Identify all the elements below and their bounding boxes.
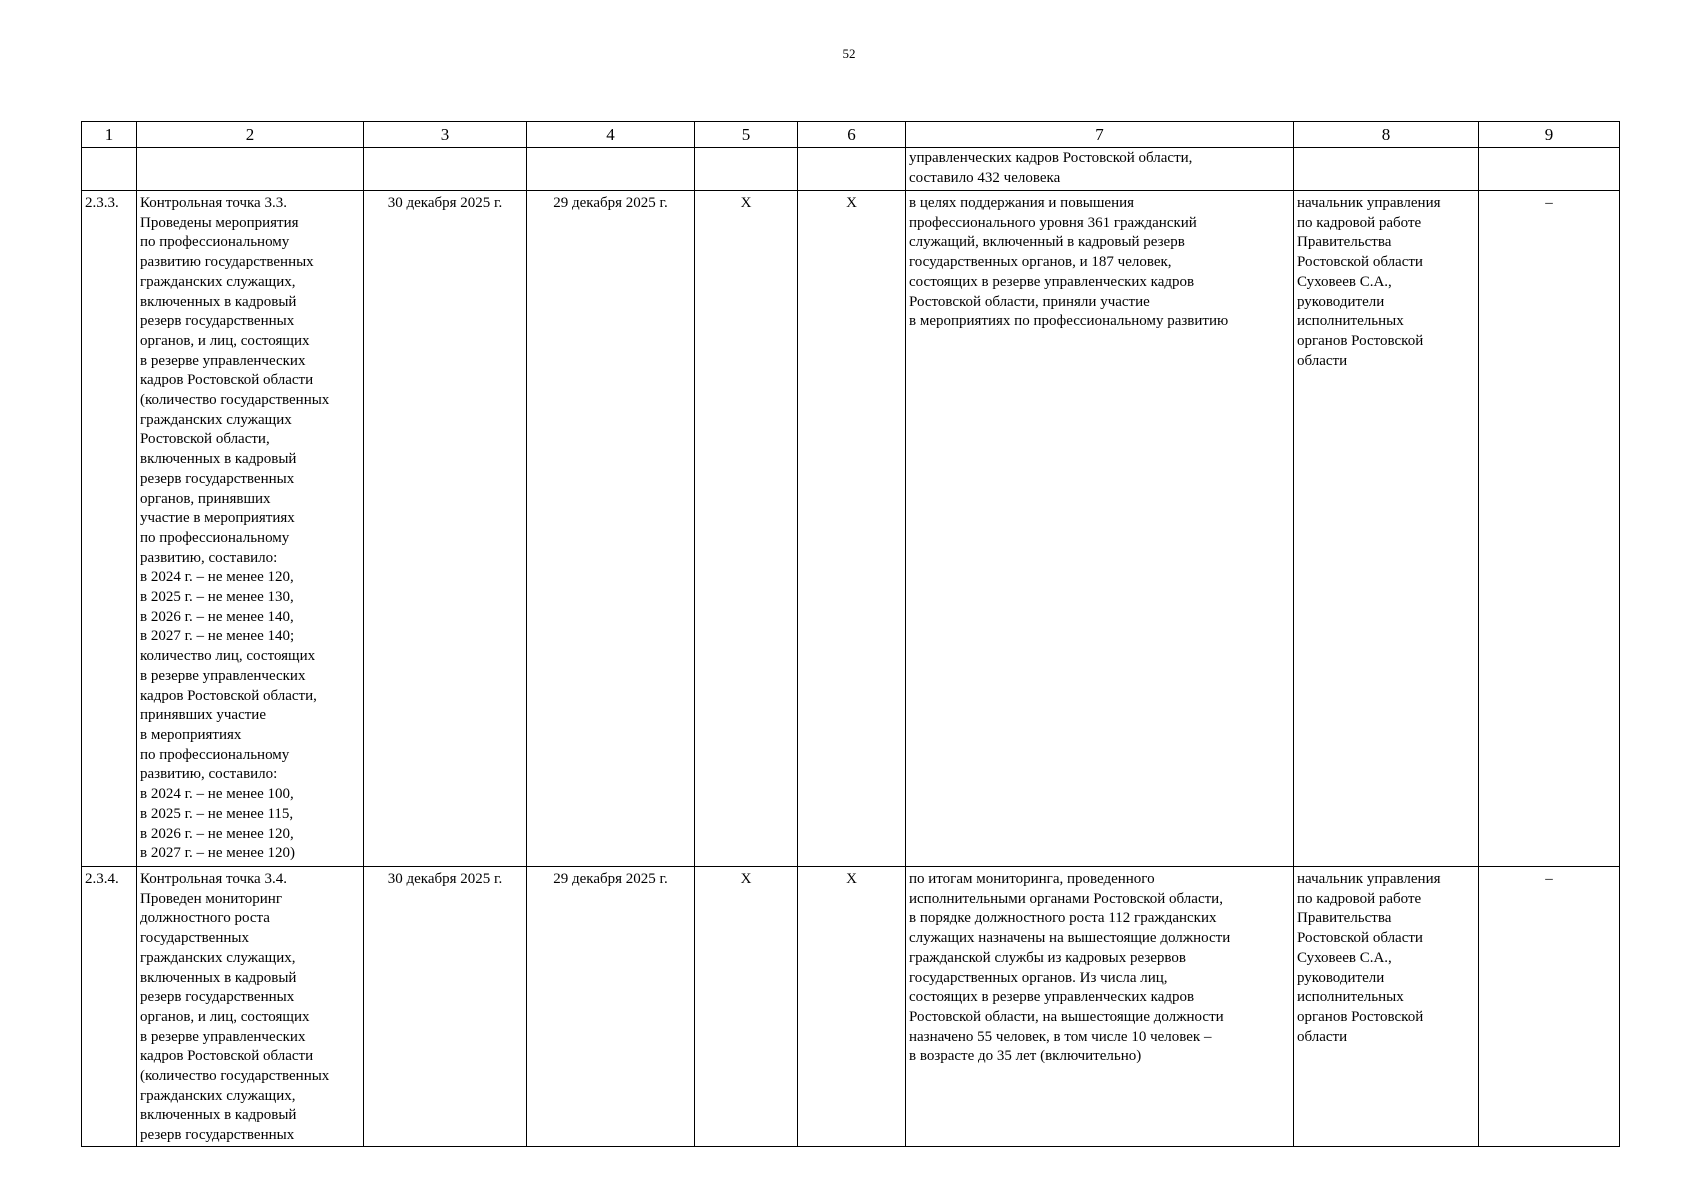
col6-cell: X xyxy=(798,867,906,1147)
responsible-cell: начальник управления по кадровой работе Правительства Ростовской области Суховеев С.А., руководители исполнительных органов Ростовской области xyxy=(1294,191,1479,867)
column-header-row xyxy=(82,122,1620,148)
empty-cell xyxy=(1479,148,1620,191)
empty-cell xyxy=(527,148,695,191)
empty-cell xyxy=(1294,148,1479,191)
col9-cell: – xyxy=(1479,191,1620,867)
table-row-continuation xyxy=(82,148,1620,191)
empty-cell xyxy=(798,148,906,191)
col6-cell: X xyxy=(798,191,906,867)
column-header-8: 8 xyxy=(1294,122,1479,148)
column-header-5: 5 xyxy=(695,122,798,148)
column-header-2: 2 xyxy=(137,122,364,148)
table-row xyxy=(82,191,1620,867)
page-number: 52 xyxy=(842,46,856,61)
col5-cell: X xyxy=(695,191,798,867)
planned-date-cell: 30 декабря 2025 г. xyxy=(364,191,527,867)
planned-date-cell: 30 декабря 2025 г. xyxy=(364,867,527,1147)
row-number-cell: 2.3.4. xyxy=(82,867,137,1147)
col9-cell: – xyxy=(1479,867,1620,1147)
control-point-cell: Контрольная точка 3.3. Проведены мероприятия по профессиональному развитию государственных гражданских служащих, включенных в кадровый резерв государственных органов, и лиц, состоящих в резерве управленческих кадров Ростовской области (количество государственных гражданских служащих Ростовской области, включенных в кадровый резерв государственных органов, принявших участие в мероприятиях по профессиональному развитию, составило: в 2024 г. – не менее 120, в 2025 г. – не менее 130, в 2026 г. – не менее 140, в 2027 г. – не менее 140; количество лиц, состоящих в резерве управленческих кадров Ростовской области, принявших участие в мероприятиях по профессиональному развитию, составило: в 2024 г. – не менее 100, в 2025 г. – не менее 115, в 2026 г. – не менее 120, в 2027 г. – не менее 120) xyxy=(137,191,364,867)
actual-date-cell: 29 декабря 2025 г. xyxy=(527,191,695,867)
result-cell: в целях поддержания и повышения профессионального уровня 361 гражданский служащий, включенный в кадровый резерв государственных органов, и 187 человек, состоящих в резерве управленческих кадров Ростовской области, приняли участие в мероприятиях по профессиональному развитию xyxy=(906,191,1294,867)
actual-date-cell: 29 декабря 2025 г. xyxy=(527,867,695,1147)
report-table xyxy=(81,121,1620,1147)
column-header-4: 4 xyxy=(527,122,695,148)
result-cell: по итогам мониторинга, проведенного исполнительными органами Ростовской области, в порядке должностного роста 112 гражданских служащих назначены на вышестоящие должности гражданской службы из кадровых резервов государственных органов. Из числа лиц, состоящих в резерве управленческих кадров Ростовской области, на вышестоящие должности назначено 55 человек, в том числе 10 человек – в возрасте до 35 лет (включительно) xyxy=(906,867,1294,1147)
result-cell: управленческих кадров Ростовской области, составило 432 человека xyxy=(906,148,1294,191)
column-header-6: 6 xyxy=(798,122,906,148)
empty-cell xyxy=(364,148,527,191)
row-number-cell: 2.3.3. xyxy=(82,191,137,867)
column-header-1: 1 xyxy=(82,122,137,148)
empty-cell xyxy=(82,148,137,191)
responsible-cell: начальник управления по кадровой работе Правительства Ростовской области Суховеев С.А., руководители исполнительных органов Ростовской области xyxy=(1294,867,1479,1147)
control-point-cell: Контрольная точка 3.4. Проведен мониторинг должностного роста государственных гражданских служащих, включенных в кадровый резерв государственных органов, и лиц, состоящих в резерве управленческих кадров Ростовской области (количество государственных гражданских служащих, включенных в кадровый резерв государственных xyxy=(137,867,364,1147)
empty-cell xyxy=(137,148,364,191)
column-header-9: 9 xyxy=(1479,122,1620,148)
column-header-3: 3 xyxy=(364,122,527,148)
empty-cell xyxy=(695,148,798,191)
table-row xyxy=(82,867,1620,1147)
column-header-7: 7 xyxy=(906,122,1294,148)
col5-cell: X xyxy=(695,867,798,1147)
